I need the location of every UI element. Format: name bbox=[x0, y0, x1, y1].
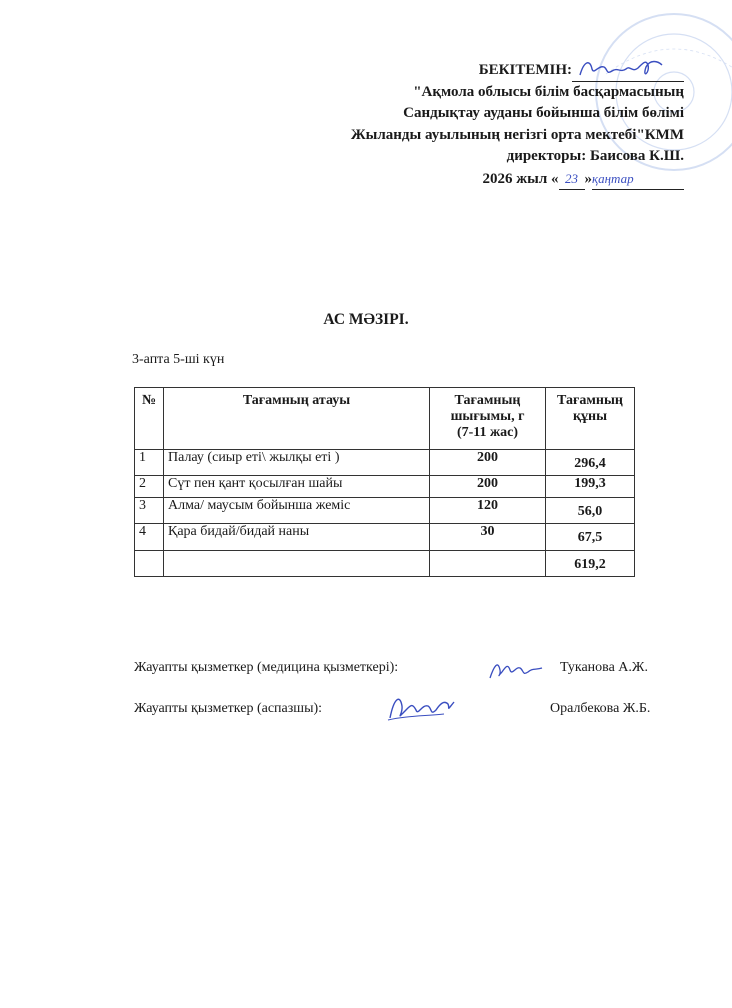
row-num: 3 bbox=[135, 498, 164, 524]
cook-label: Жауапты қызметкер (аспазшы): bbox=[134, 701, 323, 716]
row-cost: 56,0 bbox=[546, 498, 635, 524]
director-signature-icon bbox=[572, 55, 684, 81]
table-row bbox=[135, 498, 635, 524]
header-num: № bbox=[135, 388, 164, 450]
approval-line-3: Жыланды ауылының негізгі орта мектебі"КММ bbox=[350, 126, 684, 143]
row-name: Палау (сиыр еті\ жылқы еті ) bbox=[164, 450, 430, 476]
menu-table bbox=[134, 387, 635, 577]
approval-line-1: "Ақмола облысы білім басқармасының bbox=[413, 83, 684, 100]
cook-name: Оралбекова Ж.Б. bbox=[550, 701, 651, 716]
header-cost-line-2: құны bbox=[572, 409, 608, 424]
row-num: 4 bbox=[135, 524, 164, 551]
approval-label: БЕКІТЕМІН: bbox=[478, 62, 572, 78]
header-yield-line-1: Тағамның bbox=[454, 393, 521, 408]
row-cost: 296,4 bbox=[546, 450, 635, 476]
page-title: АС МӘЗІРІ. bbox=[323, 311, 409, 328]
table-header-row bbox=[135, 388, 635, 450]
row-yield: 120 bbox=[430, 498, 546, 524]
header-yield bbox=[430, 388, 546, 450]
total-yield-empty bbox=[430, 551, 546, 577]
row-name: Алма/ маусым бойынша жеміс bbox=[164, 498, 430, 524]
row-num: 1 bbox=[135, 450, 164, 476]
row-yield: 30 bbox=[430, 524, 546, 551]
approval-day: 23 bbox=[559, 168, 585, 191]
row-name: Қара бидай/бидай наны bbox=[164, 524, 430, 551]
table-row bbox=[135, 476, 635, 498]
header-name: Тағамның атауы bbox=[164, 388, 430, 450]
row-cost: 199,3 bbox=[546, 476, 635, 498]
header-cost-line-1: Тағамның bbox=[557, 393, 623, 408]
total-num-empty bbox=[135, 551, 164, 577]
header-cost bbox=[546, 388, 635, 450]
table-row bbox=[135, 524, 635, 551]
row-num: 2 bbox=[135, 476, 164, 498]
table-total-row bbox=[135, 551, 635, 577]
approval-date bbox=[351, 168, 684, 191]
row-cost: 67,5 bbox=[546, 524, 635, 551]
menu-subtitle: 3-апта 5-ші күн bbox=[132, 352, 225, 367]
approval-close-quote: » bbox=[584, 170, 592, 187]
approval-year: 2026 жыл « bbox=[482, 170, 559, 187]
approval-line-4: директоры: Баисова К.Ш. bbox=[506, 148, 684, 164]
row-yield: 200 bbox=[430, 476, 546, 498]
medical-name: Туканова А.Ж. bbox=[560, 660, 648, 675]
header-yield-line-2: шығымы, г bbox=[450, 409, 525, 424]
approval-line-2: Сандықтау ауданы бойынша білім бөлімі bbox=[403, 105, 684, 121]
total-name-empty bbox=[164, 551, 430, 577]
cook-signature-icon bbox=[384, 690, 462, 726]
approval-month: қаңтар bbox=[592, 168, 684, 191]
table-row bbox=[135, 450, 635, 476]
medical-signature-icon bbox=[486, 656, 546, 684]
approval-block bbox=[351, 60, 684, 190]
header-yield-line-3: (7-11 жас) bbox=[456, 425, 519, 440]
medical-label: Жауапты қызметкер (медицина қызметкері): bbox=[134, 660, 399, 675]
row-name: Сүт пен қант қосылған шайы bbox=[164, 476, 430, 498]
total-cost: 619,2 bbox=[546, 551, 635, 577]
director-signature-line bbox=[572, 63, 684, 82]
row-yield: 200 bbox=[430, 450, 546, 476]
